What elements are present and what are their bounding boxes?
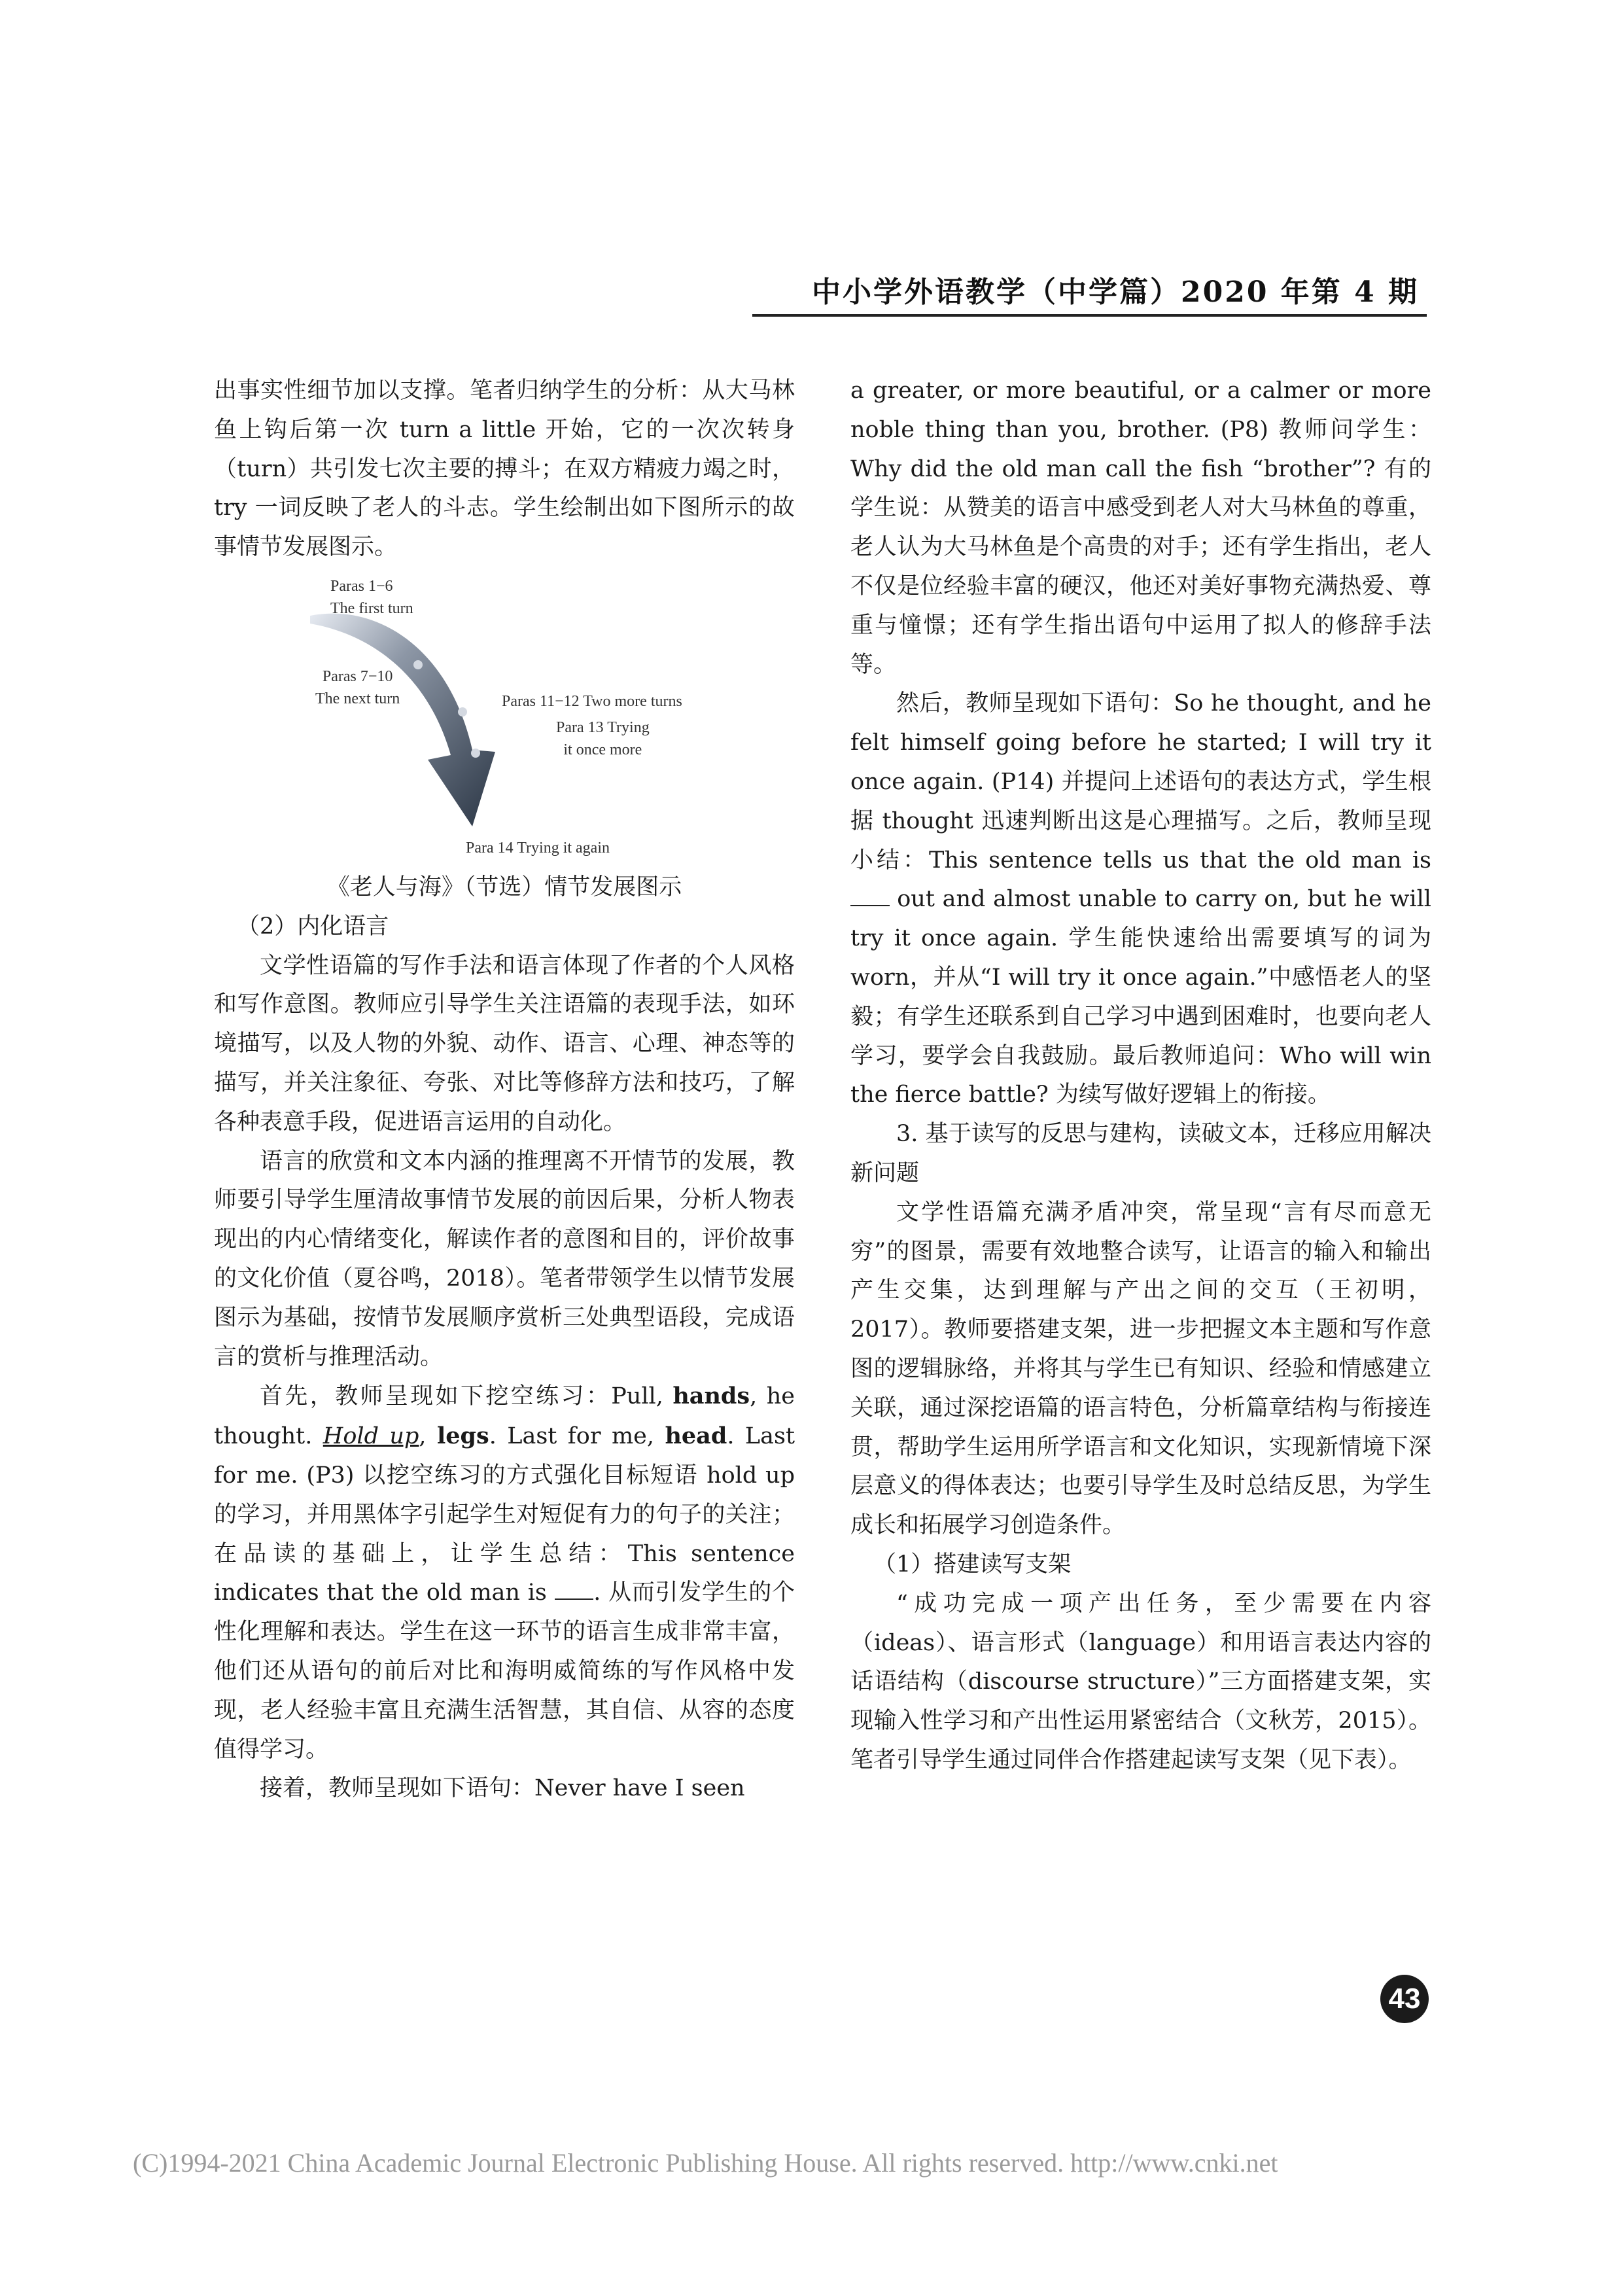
paragraph: 文学性语篇的写作手法和语言体现了作者的个人风格和写作意图。教师应引导学生关注语篇的表现手法，如环境描写，以及人物的外貌、动作、语言、心理、神态等的描写，并关注象征、夸张、对比等修辞方法和技巧，了解各种表意手段，促进语言运用的自动化。 bbox=[214, 952, 795, 1135]
fill-in-blank bbox=[555, 1578, 594, 1600]
plot-diagram bbox=[214, 570, 795, 864]
stage-dot bbox=[458, 707, 467, 716]
section-heading: 3. 基于读写的反思与建构，读破文本，迁移应用解决新问题 bbox=[850, 1121, 1431, 1186]
paragraph: 然后，教师呈现如下语句：So he thought, and he felt himself going before he started; I will try it once again. (P14) 并提问上述语句的表达方式，学生根据 thought 迅速判断出这是心理描写。之后，教师呈现小结：This sentence tells us that the old man is out and almost unable to carry on, but he will try it once again. 学生能快速给出需要填写的词为 worn，并从“I will try it once again.”中感悟老人的坚毅；有学生还联系到自己学习中遇到困难时，也要向老人学习，要学会自我鼓励。最后教师追问：Who will win the fierce battle? 为续写做好逻辑上的衔接。 bbox=[850, 690, 1431, 1108]
paragraph: “成功完成一项产出任务，至少需要在内容（ideas）、语言形式（language）和用语言表达内容的话语结构（discourse structure）”三方面搭建支架，实现输入性学习和产出性运用紧密结合（文秋芳，2015）。笔者引导学生通过同伴合作搭建起读写支架（见下表）。 bbox=[850, 1590, 1431, 1773]
stage-label: Paras 7−10 The next turn bbox=[315, 667, 400, 707]
stage-label: Para 14 Trying it again bbox=[466, 839, 610, 857]
stage-dot bbox=[413, 660, 423, 669]
figure-caption: 《老人与海》（节选）情节发展图示 bbox=[326, 874, 682, 900]
paragraph: 出事实性细节加以支撑。笔者归纳学生的分析：从大马林鱼上钩后第一次 turn a little 开始，它的一次次转身（turn）共引发七次主要的搏斗；在双方精疲力竭之时，try 一词反映了老人的斗志。学生绘制出如下图所示的故事情节发展图示。 bbox=[214, 378, 795, 561]
stage-dot bbox=[471, 749, 480, 758]
stage-label: Paras 1−6 The first turn bbox=[330, 577, 413, 617]
header-rule bbox=[752, 314, 1427, 317]
right-column bbox=[850, 372, 1431, 1780]
subsection-heading: （1）搭建读写支架 bbox=[873, 1551, 1072, 1578]
stage-label: Paras 11−12 Two more turns bbox=[502, 692, 682, 710]
paragraph: 接着，教师呈现如下语句：Never have I seen bbox=[260, 1775, 745, 1802]
section-heading: （2）内化语言 bbox=[237, 913, 389, 940]
page-number-badge: 43 bbox=[1380, 1975, 1429, 2023]
fill-in-blank bbox=[850, 885, 890, 907]
copyright-footer: (C)1994-2021 China Academic Journal Electronic Publishing House. All rights reserved. http://www.cnki.net bbox=[133, 2148, 1278, 2178]
paragraph: 语言的欣赏和文本内涵的推理离不开情节的发展，教师要引导学生厘清故事情节发展的前因后果，分析人物表现出的内心情绪变化，解读作者的意图和目的，评价故事的文化价值（夏谷鸣，2018）。笔者带领学生以情节发展图示为基础，按情节发展顺序赏析三处典型语段，完成语言的赏析与推理活动。 bbox=[214, 1148, 795, 1370]
left-column bbox=[214, 372, 795, 1809]
stage-label: Para 13 Trying it once more bbox=[556, 718, 650, 758]
plot-arrow bbox=[310, 614, 495, 826]
journal-header: 中小学外语教学（中学篇）2020 年第 4 期 bbox=[811, 275, 1419, 309]
paragraph: 文学性语篇充满矛盾冲突，常呈现“言有尽而意无穷”的图景，需要有效地整合读写，让语言的输入和输出产生交集，达到理解与产出之间的交互（王初明，2017）。教师要搭建支架，进一步把握文本主题和写作意图的逻辑脉络，并将其与学生已有知识、经验和情感建立关联，通过深挖语篇的语言特色，分析篇章结构与衔接连贯，帮助学生运用所学语言和文化知识，实现新情境下深层意义的得体表达；也要引导学生及时总结反思，为学生成长和拓展学习创造条件。 bbox=[850, 1199, 1431, 1539]
paragraph: 首先，教师呈现如下挖空练习：Pull, hands, he thought. Hold up, legs. Last for me, head. Last for me. (P3) 以挖空练习的方式强化目标短语 hold up 的学习，并用黑体字引起学生对短促有力的句子的关注；在品读的基础上，让学生总结：This sentence indicates that the old man is . 从而引发学生的个性化理解和表达。学生在这一环节的语言生成非常丰富，他们还从语句的前后对比和海明威简练的写作风格中发现，老人经验丰富且充满生活智慧，其自信、从容的态度值得学习。 bbox=[214, 1383, 795, 1763]
paragraph: a greater, or more beautiful, or a calmer or more noble thing than you, brother. (P8) 教师问学生：Why did the old man call the fish “brother”? 有的学生说：从赞美的语言中感受到老人对大马林鱼的尊重，老人认为大马林鱼是个高贵的对手；还有学生指出，老人不仅是位经验丰富的硬汉，他还对美好事物充满热爱、尊重与憧憬；还有学生指出语句中运用了拟人的修辞手法等。 bbox=[850, 378, 1431, 678]
